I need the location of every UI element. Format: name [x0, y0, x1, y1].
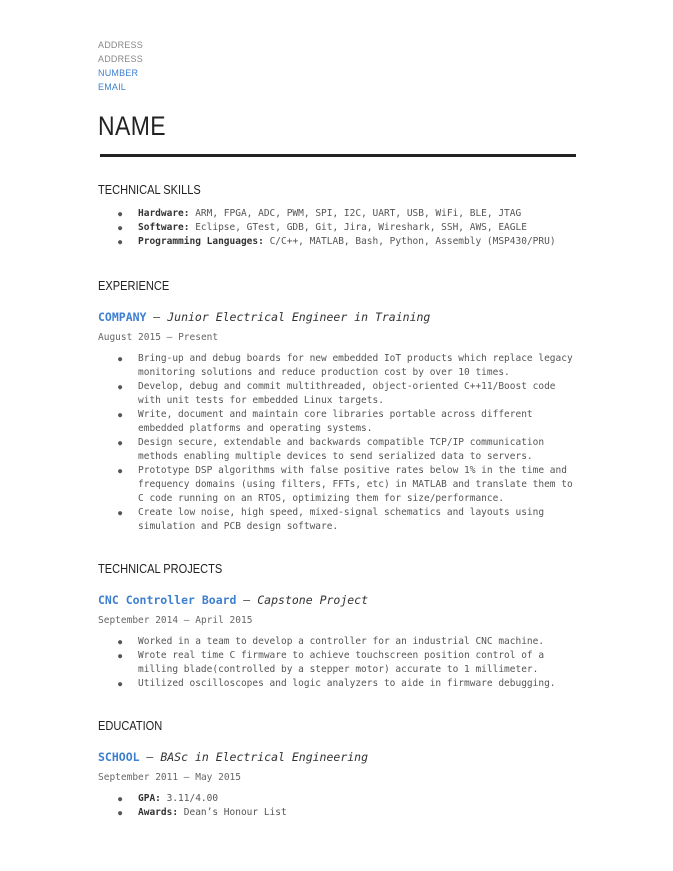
- list-item: [98, 235, 578, 249]
- education-dates: September 2011 – May 2015: [98, 772, 241, 783]
- skill-value: Eclipse, GTest, GDB, Git, Jira, Wireshark, SSH, AWS, EAGLE: [189, 222, 527, 233]
- list-item: [98, 792, 578, 806]
- section-heading-experience: EXPERIENCE: [98, 278, 170, 293]
- education-label: GPA:: [138, 793, 161, 804]
- project-dates: September 2014 – April 2015: [98, 615, 253, 626]
- list-item: ● Create low noise, high speed, mixed-signal schematics and layouts using simulation and PCB design software.: [98, 506, 578, 534]
- section-heading-education: EDUCATION: [98, 718, 163, 733]
- education-value: Dean’s Honour List: [178, 807, 287, 818]
- education-list: [98, 792, 578, 820]
- education-role: [98, 749, 578, 765]
- list-item: ● Prototype DSP algorithms with false positive rates below 1% in the time and frequency domains (using filters, FFTs, etc) in MATLAB and translate them to C code running on an RTOS, optimizing them for size/performance.: [98, 464, 578, 506]
- resume-page: [98, 38, 578, 820]
- experience-bullets: [98, 352, 578, 534]
- school-name: SCHOOL: [98, 750, 140, 764]
- contact-block: [98, 38, 578, 94]
- list-item: ● Develop, debug and commit multithreaded, object-oriented C++11/Boost code with unit tests for embedded Linux targets.: [98, 380, 578, 408]
- list-item: ● Wrote real time C firmware to achieve touchscreen position control of a milling blade(controlled by a stepper motor) accurate to 1 millimeter.: [98, 649, 578, 677]
- skill-value: ARM, FPGA, ADC, PWM, SPI, I2C, UART, USB, WiFi, BLE, JTAG: [189, 208, 522, 219]
- resume-name: NAME: [98, 111, 167, 141]
- list-item: [98, 806, 578, 820]
- skill-label: Hardware:: [138, 208, 190, 219]
- address-line-1: ADDRESS: [98, 40, 143, 50]
- section-heading-skills: TECHNICAL SKILLS: [98, 182, 201, 197]
- degree-title: — BASc in Electrical Engineering: [139, 750, 369, 764]
- list-item: ● Worked in a team to develop a controller for an industrial CNC machine.: [98, 635, 578, 649]
- phone-number-link[interactable]: NUMBER: [98, 68, 139, 78]
- list-item: [98, 207, 578, 221]
- list-item: [98, 221, 578, 235]
- list-item: ● Utilized oscilloscopes and logic analyzers to aide in firmware debugging.: [98, 677, 578, 691]
- name-divider: [100, 154, 576, 157]
- email-link[interactable]: EMAIL: [98, 82, 127, 92]
- project-role: [98, 592, 578, 608]
- section-heading-projects: TECHNICAL PROJECTS: [98, 561, 223, 576]
- list-item: ● Write, document and maintain core libraries portable across different embedded platforms and operating systems.: [98, 408, 578, 436]
- project-bullets: [98, 635, 578, 691]
- experience-role: [98, 309, 578, 325]
- company-name: COMPANY: [98, 310, 147, 324]
- skill-label: Programming Languages:: [138, 236, 264, 247]
- skills-list: [98, 207, 578, 249]
- skill-value: C/C++, MATLAB, Bash, Python, Assembly (MSP430/PRU): [263, 236, 556, 247]
- job-title: — Junior Electrical Engineer in Training: [146, 310, 431, 324]
- skill-label: Software:: [138, 222, 190, 233]
- list-item: ● Bring-up and debug boards for new embedded IoT products which replace legacy monitoring solutions and reduce production cost by over 10 times.: [98, 352, 578, 380]
- project-subtitle: — Capstone Project: [236, 593, 369, 607]
- education-label: Awards:: [138, 807, 179, 818]
- project-name: CNC Controller Board: [98, 593, 237, 607]
- address-line-2: ADDRESS: [98, 54, 143, 64]
- education-value: 3.11/4.00: [160, 793, 219, 804]
- experience-dates: August 2015 – Present: [98, 332, 219, 343]
- list-item: ● Design secure, extendable and backwards compatible TCP/IP communication methods enabling multiple devices to send serialized data to servers.: [98, 436, 578, 464]
